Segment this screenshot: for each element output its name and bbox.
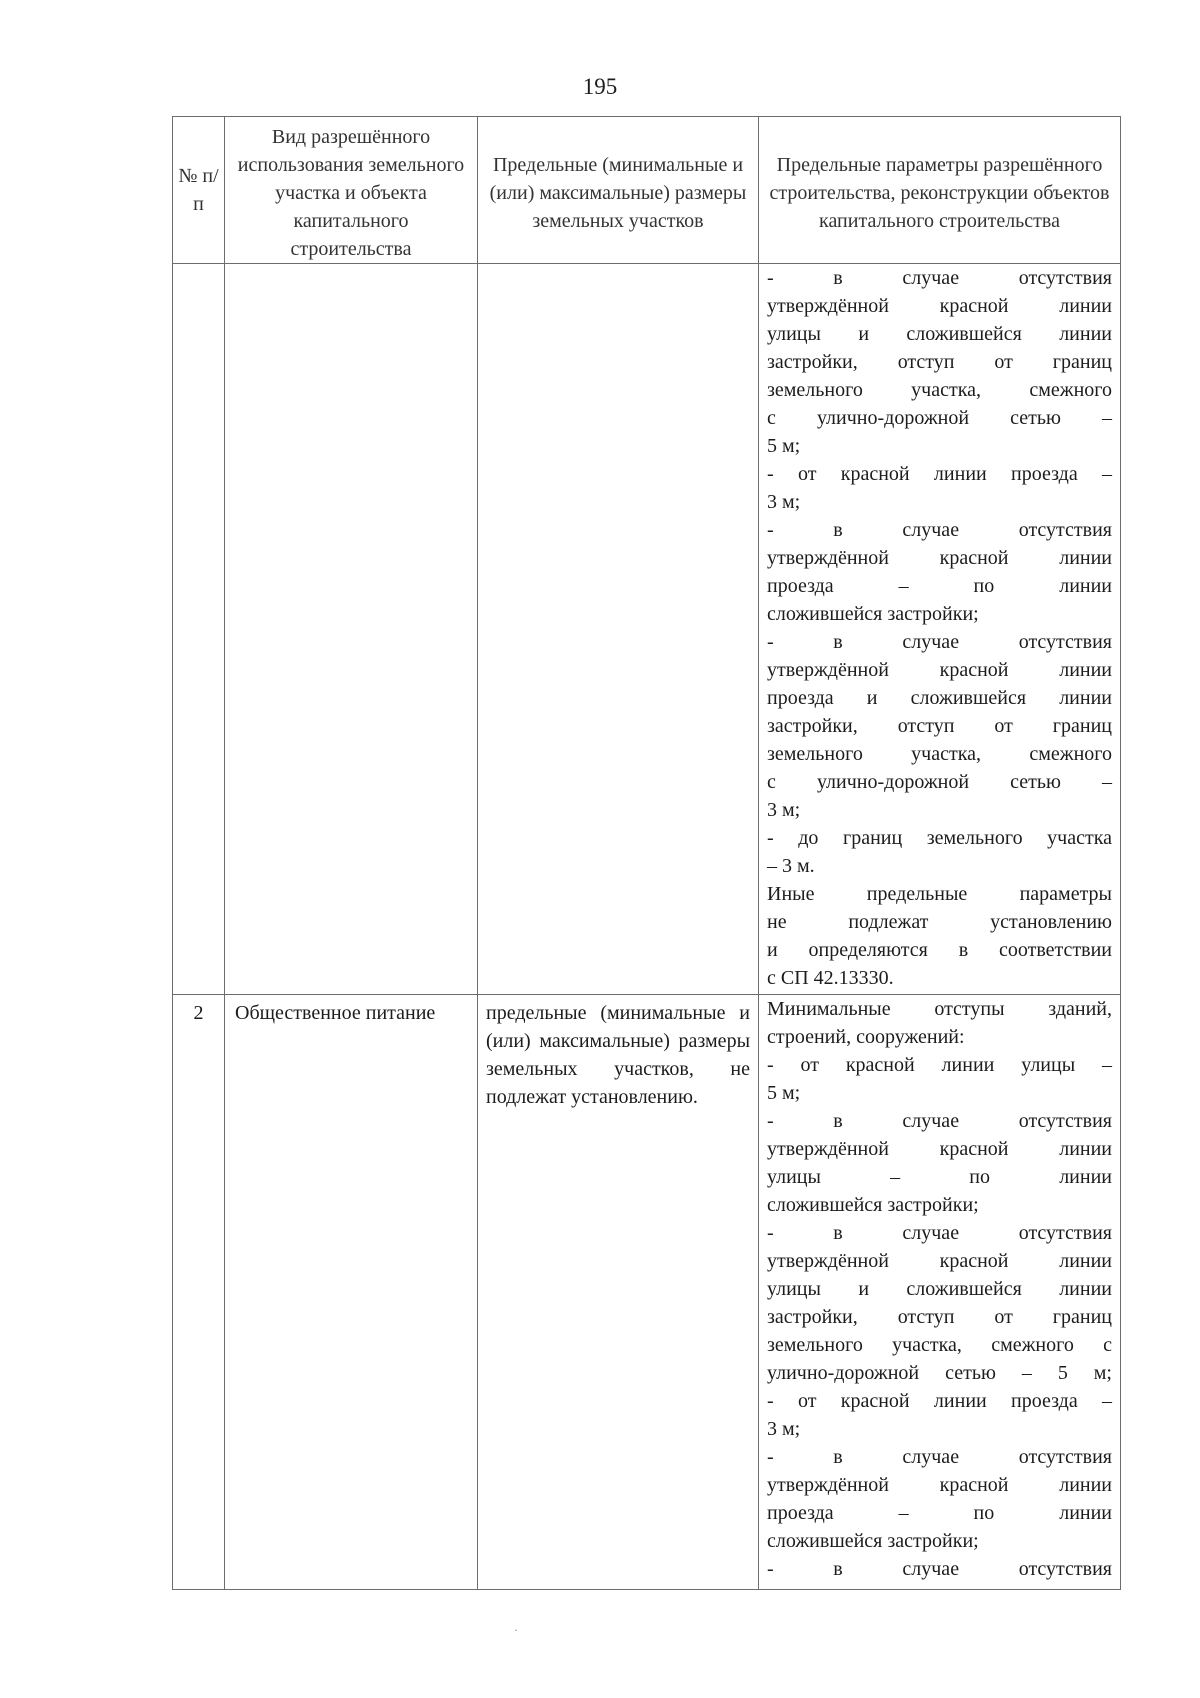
table-row xyxy=(173,995,1121,1590)
param-line: 3 м; xyxy=(767,491,801,513)
page-number: 195 xyxy=(582,74,618,99)
param-line: улично-дорожной сетью – 5 м; xyxy=(767,1362,1112,1384)
table-header-row xyxy=(173,117,1121,264)
param-line: земельного участка, смежного xyxy=(767,743,1112,765)
param-line: - от красной линии улицы – xyxy=(767,1054,1112,1076)
param-line: земельного участка, смежного xyxy=(767,379,1112,401)
row-number xyxy=(173,264,225,995)
param-line: утверждённой красной линии xyxy=(767,1474,1112,1496)
param-line: земельного участка, смежного с xyxy=(767,1334,1112,1356)
zoning-parameters-table xyxy=(172,116,1121,1590)
param-line: с улично-дорожной сетью – xyxy=(767,407,1112,429)
param-line: утверждённой красной линии xyxy=(767,295,1112,317)
param-line: сложившейся застройки; xyxy=(767,603,979,625)
row-use-kind: Общественное питание xyxy=(225,995,478,1590)
header-plot-size: Предельные (минимальные и (или) максимальные) размеры земельных участков xyxy=(478,117,759,264)
header-build-params: Предельные параметры разрешённого строительства, реконструкции объектов капитального строительства xyxy=(759,117,1121,264)
header-use-kind: Вид разрешённого использования земельного участка и объекта капитального строительства xyxy=(225,117,478,264)
param-line: - от красной линии проезда – xyxy=(767,463,1112,485)
param-line: улицы и сложившейся линии xyxy=(767,1278,1112,1300)
row-use-kind xyxy=(225,264,478,995)
param-line: с СП 42.13330. xyxy=(767,967,894,989)
param-line: проезда – по линии xyxy=(767,575,1112,597)
param-line: Минимальные отступы зданий, xyxy=(767,998,1112,1020)
param-line: – 3 м. xyxy=(767,855,815,877)
param-line: 5 м; xyxy=(767,435,801,457)
row-plot-size: предельные (минимальные и (или) максимальные) размеры земельных участков, не подлежат установлению. xyxy=(478,995,759,1590)
param-line: утверждённой красной линии xyxy=(767,1250,1112,1272)
row-number: 2 xyxy=(173,995,225,1590)
param-line: застройки, отступ от границ xyxy=(767,715,1112,737)
row-build-params xyxy=(759,995,1121,1590)
param-line: сложившейся застройки; xyxy=(767,1194,979,1216)
scan-speck: · xyxy=(514,1623,518,1637)
param-line: улицы – по линии xyxy=(767,1166,1112,1188)
header-number: № п/п xyxy=(173,117,225,264)
param-line: 3 м; xyxy=(767,799,801,821)
param-line: сложившейся застройки; xyxy=(767,1530,979,1552)
param-line: - в случае отсутствия xyxy=(767,519,1112,541)
param-line: утверждённой красной линии xyxy=(767,659,1112,681)
param-line: утверждённой красной линии xyxy=(767,547,1112,569)
param-line: - в случае отсутствия xyxy=(767,1446,1112,1468)
param-line: - в случае отсутствия xyxy=(767,631,1112,653)
param-line: улицы и сложившейся линии xyxy=(767,323,1112,345)
param-line: - от красной линии проезда – xyxy=(767,1390,1112,1412)
param-line: Иные предельные параметры xyxy=(767,883,1112,905)
param-line: застройки, отступ от границ xyxy=(767,351,1112,373)
row-plot-size xyxy=(478,264,759,995)
param-line: - до границ земельного участка xyxy=(767,827,1112,849)
param-line: проезда – по линии xyxy=(767,1502,1112,1524)
param-line: и определяются в соответствии xyxy=(767,939,1112,961)
param-line: 5 м; xyxy=(767,1082,801,1104)
param-line: застройки, отступ от границ xyxy=(767,1306,1112,1328)
param-line: - в случае отсутствия xyxy=(767,1110,1112,1132)
param-line: 3 м; xyxy=(767,1418,801,1440)
param-line: утверждённой красной линии xyxy=(767,1138,1112,1160)
param-line: не подлежат установлению xyxy=(767,911,1112,933)
table-row xyxy=(173,264,1121,995)
param-line: с улично-дорожной сетью – xyxy=(767,771,1112,793)
param-line: - в случае отсутствия xyxy=(767,1558,1112,1580)
param-line: строений, сооружений: xyxy=(767,1026,965,1048)
param-line: - в случае отсутствия xyxy=(767,1222,1112,1244)
param-line: проезда и сложившейся линии xyxy=(767,687,1112,709)
row-build-params xyxy=(759,264,1121,995)
param-line: - в случае отсутствия xyxy=(767,267,1112,289)
